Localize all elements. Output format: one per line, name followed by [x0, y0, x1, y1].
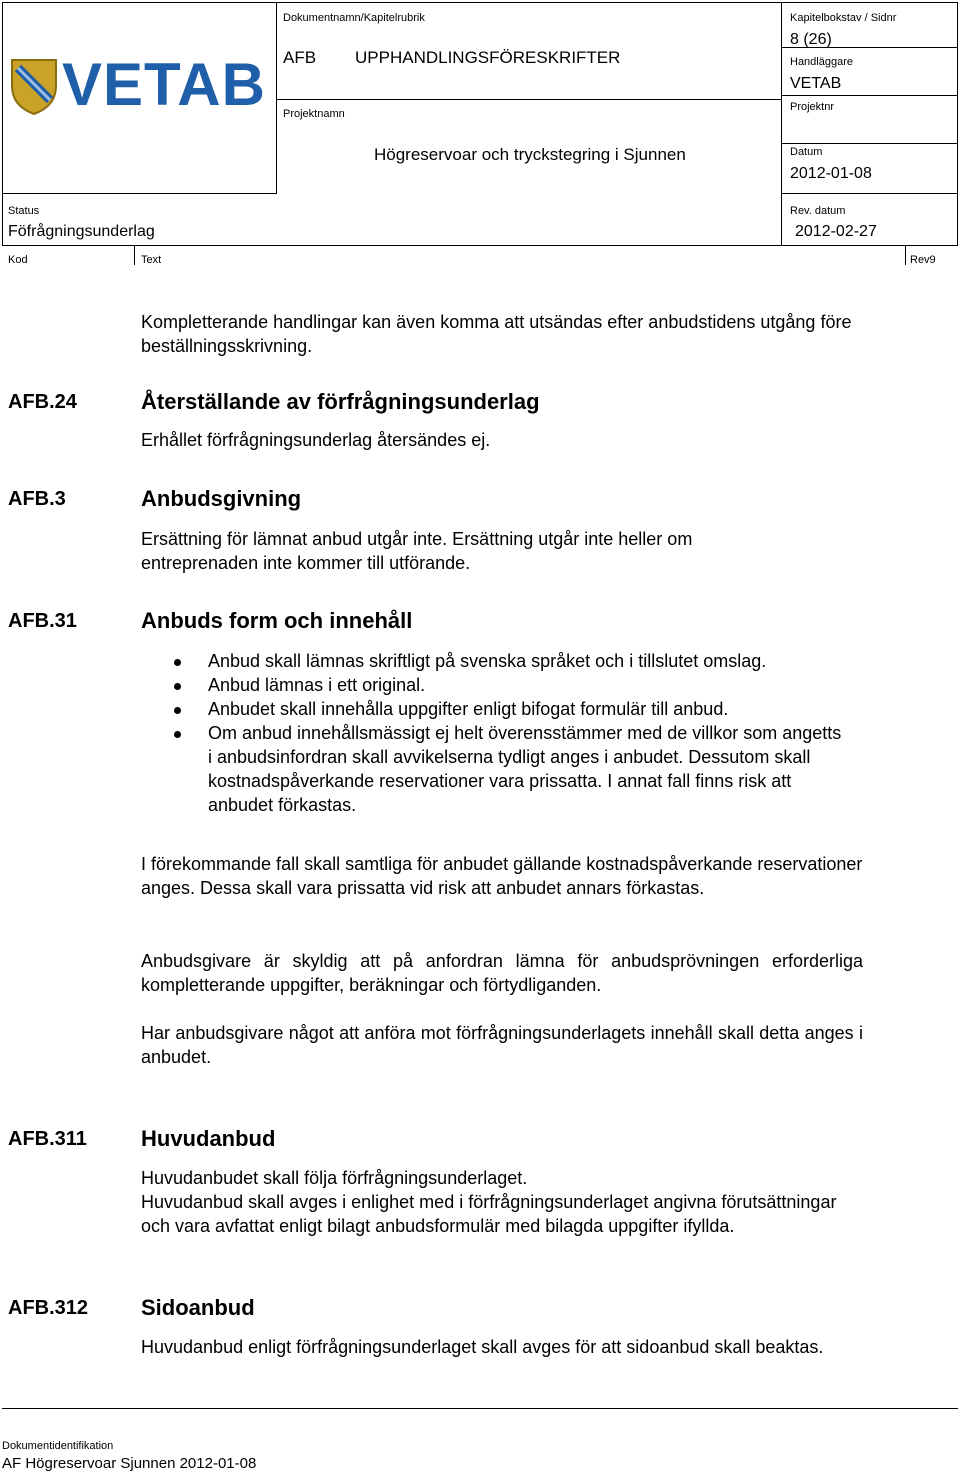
bullet-icon — [174, 683, 181, 690]
project-name: Högreservoar och tryckstegring i Sjunnen — [374, 145, 686, 164]
section-title-afb24: Återställande av förfrågningsunderlag — [141, 389, 540, 414]
section-title-afb312: Sidoanbud — [141, 1295, 255, 1320]
section-text-afb3: Ersättning för lämnat anbud utgår inte. Ersättning utgår inte heller om entreprenaden inte kommer till utförande. — [141, 529, 693, 573]
project-name-label: Projektnamn — [283, 108, 345, 120]
bullet-icon — [174, 731, 181, 738]
section-code-afb311: AFB.311 — [8, 1128, 87, 1150]
paragraph-reservations: I förekommande fall skall samtliga för anbudet gällande kostnadspåverkande reservationer anges. Dessa skall vara prissatta vid risk att anbudet annars förkastas. — [141, 854, 863, 898]
logo-text: VETAB — [62, 51, 266, 118]
company-logo — [10, 51, 270, 118]
section-title-afb3: Anbudsgivning — [141, 486, 302, 511]
handler-label: Handläggare — [790, 56, 853, 68]
section-title-afb31: Anbuds form och innehåll — [141, 608, 413, 633]
status-value: Föfrågningsunderlag — [8, 223, 155, 240]
bullet-icon — [174, 707, 181, 714]
list-item: Anbudet skall innehålla uppgifter enligt bifogat formulär till anbud. — [163, 697, 843, 721]
project-no-label: Projektnr — [790, 101, 835, 113]
paragraph-objections: Har anbudsgivare något att anföra mot förfrågningsunderlagets innehåll skall detta anges i anbudet. — [141, 1023, 863, 1067]
intro-paragraph: Kompletterande handlingar kan även komma att utsändas efter anbudstidens utgång före beställningsskrivning. — [141, 312, 852, 356]
rev-date-label: Rev. datum — [790, 205, 846, 217]
section-text-afb311-2: Huvudanbud skall avges i enlighet med i förfrågningsunderlaget angivna förutsättningar och vara avfattat enligt bilagt anbudsformulär med bilagda uppgifter ifyllda. — [141, 1192, 837, 1236]
column-rev: Rev9 — [910, 254, 936, 266]
doc-id-value: AF Högreservoar Sjunnen 2012-01-08 — [2, 1455, 257, 1472]
doc-name-label: Dokumentnamn/Kapitelrubrik — [283, 12, 425, 24]
page-number: 8 (26) — [790, 31, 832, 48]
section-text-afb312: Huvudanbud enligt förfrågningsunderlaget skall avges för att sidoanbud skall beaktas. — [141, 1337, 824, 1357]
date-value: 2012-01-08 — [790, 165, 872, 182]
section-code-afb24: AFB.24 — [8, 391, 77, 413]
section-code-afb31: AFB.31 — [8, 610, 77, 632]
paragraph-obligation: Anbudsgivare är skyldig att på anfordran lämna för anbudsprövningen erforderliga kompletterande uppgifter, beräkningar och förtydliganden. — [141, 951, 863, 995]
section-title-afb311: Huvudanbud — [141, 1126, 276, 1151]
column-code: Kod — [8, 254, 28, 266]
status-label: Status — [8, 205, 40, 217]
doc-id-label: Dokumentidentifikation — [2, 1440, 114, 1452]
list-item: Om anbud innehållsmässigt ej helt överensstämmer med de villkor som angetts i anbudsinfordran skall avvikelserna tydligt anges i anbudet. Dessutom skall kostnadspåverkande reservationer vara prissatta. I annat fall finns risk att anbudet förkastas. — [163, 721, 843, 817]
page-label: Kapitelbokstav / Sidnr — [790, 12, 897, 24]
section-code-afb3: AFB.3 — [8, 488, 66, 510]
section-text-afb24: Erhållet förfrågningsunderlag återsändes ej. — [141, 430, 491, 450]
column-text: Text — [141, 254, 162, 266]
rev-date-value: 2012-02-27 — [795, 223, 877, 240]
section-code-afb312: AFB.312 — [8, 1297, 89, 1319]
handler-value: VETAB — [790, 75, 842, 92]
doc-title: UPPHANDLINGSFÖRESKRIFTER — [355, 48, 621, 67]
list-item: Anbud lämnas i ett original. — [163, 673, 843, 697]
shield-icon — [10, 56, 58, 116]
doc-code: AFB — [283, 48, 317, 67]
requirements-list — [163, 649, 843, 817]
bullet-icon — [174, 659, 181, 666]
list-item: Anbud skall lämnas skriftligt på svenska språket och i tillslutet omslag. — [163, 649, 843, 673]
date-label: Datum — [790, 146, 823, 158]
section-text-afb311-1: Huvudanbudet skall följa förfrågningsunderlaget. — [141, 1168, 528, 1188]
